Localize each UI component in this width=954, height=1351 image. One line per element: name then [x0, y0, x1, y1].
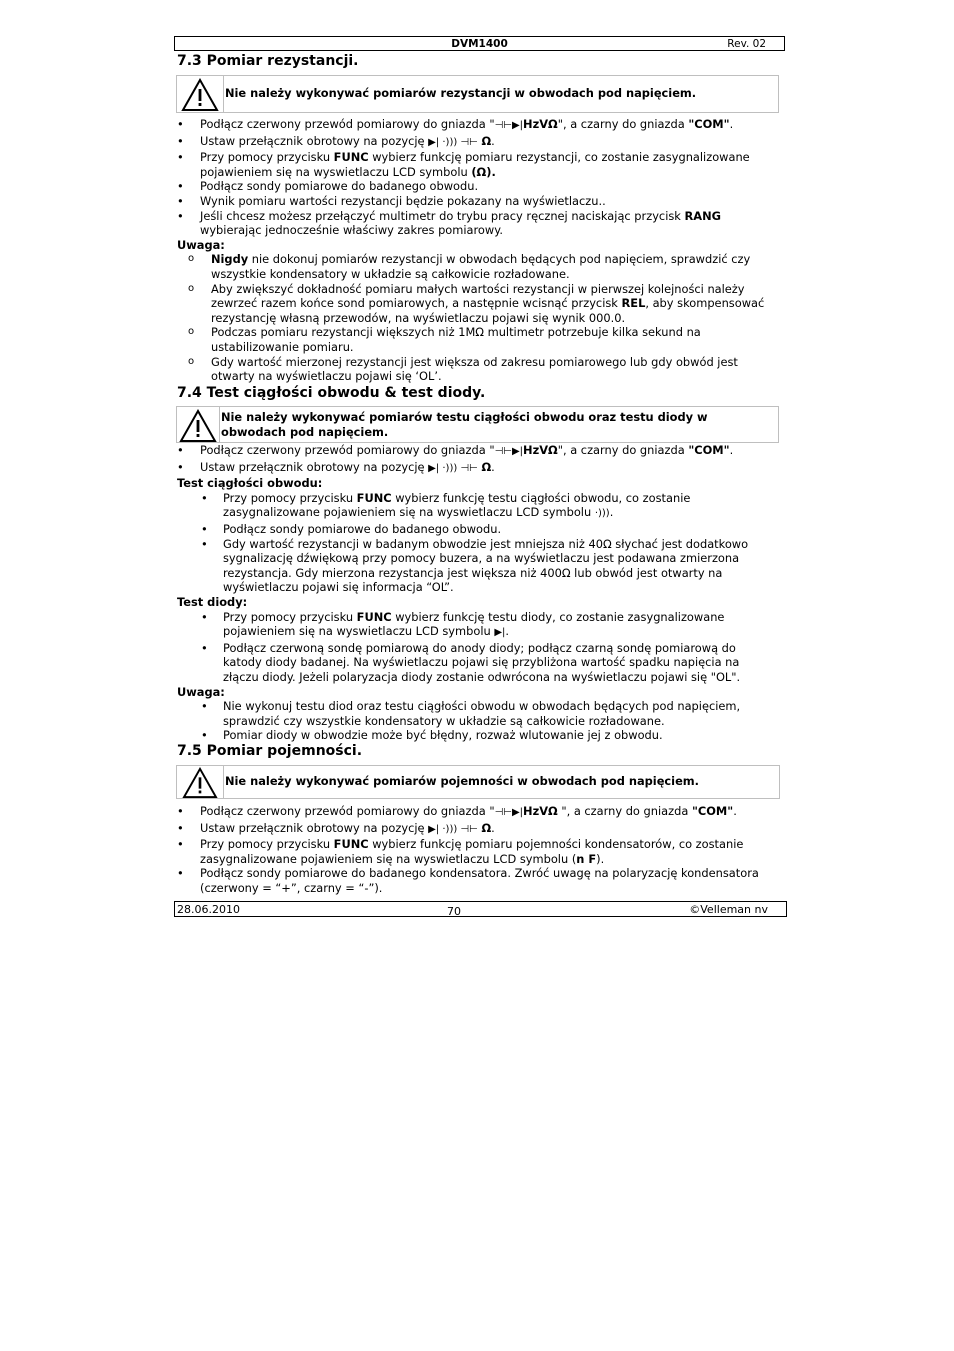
list-item: • Jeśli chcesz możesz przełączyć multimetr do trybu pracy ręcznej naciskając przycisk RANG wybierając jednocześnie właściwy zakres pomiarowy.: [177, 208, 721, 238]
rotary-position-icon: ▶| ·))) ⊣⊢: [428, 462, 478, 474]
list-item: • Wynik pomiaru wartości rezystancji będzie pokazany na wyświetlaczu..: [177, 193, 606, 208]
socket-symbol-icon: ⊣⊢▶|: [494, 446, 524, 457]
warning-text: Nie należy wykonywać pomiarów testu ciągłości obwodu oraz testu diody w obwodach pod napięciem.: [221, 410, 708, 439]
warning-icon: [181, 78, 219, 112]
list-item: • Podłącz czerwoną sondę pomiarową do anody diody; podłącz czarną sondę pomiarową do katody diody badanej. Na wyświetlaczu pojawi się przybliżona wartość spadku napięcia na złączu diody. Jeżeli polaryzacja diody zostanie odwrócona na wyświetlaczu pojawi się "OL".: [201, 640, 741, 684]
socket-symbol-icon: ⊣⊢▶|: [494, 120, 524, 131]
list-item: • Przy pomocy przycisku FUNC wybierz funkcję testu ciągłości obwodu, co zostanie zasygnalizowane pojawieniem się na wyswietlaczu LCD symbolu ·))).: [201, 490, 691, 520]
section-7-4-body: [177, 443, 777, 743]
warning-icon-cell: [177, 407, 220, 442]
beep-icon: ·))): [594, 508, 610, 520]
warning-icon: [181, 767, 219, 799]
note-item: o Nigdy nie dokonuj pomiarów rezystancji w obwodach będących pod napięciem, sprawdzić czy wszystkie kondensatory w układzie są całkowicie rozładowane.: [188, 252, 751, 281]
note-label: Uwaga:: [177, 237, 225, 252]
rotary-position-icon: ▶| ·))) ⊣⊢: [428, 136, 478, 148]
list-item: • Podłącz sondy pomiarowe do badanego obwodu.: [177, 179, 479, 194]
list-item: • Przy pomocy przycisku FUNC wybierz funkcję pomiaru rezystancji, co zostanie zasygnalizowane pojawieniem się na wyswietlaczu LCD symbolu (Ω).: [177, 150, 750, 179]
page-number: 70: [447, 905, 461, 918]
section-title-7-3: 7.3 Pomiar rezystancji.: [177, 53, 359, 69]
list-item: • Gdy wartość rezystancji w badanym obwodzie jest mniejsza niż 40Ω słychać jest dodatkowo sygnalizację dźwiękową przy pomocy buzera, a na wyświetlaczu jest podawana zmierzona rezystancja. Gdy mierzona rezystancja jest większa niż 400Ω lub obwód jest otwarty na wyświetlaczu pojawi się informacja “OL”.: [201, 536, 749, 595]
note-item: o Aby zwiększyć dokładność pomiaru małych wartości rezystancji w pierwszej kolejności należy zewrzeć razem końce sond pomiarowych, a następnie wcisnąć przycisk REL, aby skompensować rezystancję własną przewodów, na wyświetlaczu pojawi się wynik 000.0.: [188, 281, 765, 325]
diode-test-label: Test diody:: [177, 594, 248, 609]
warning-box: [176, 765, 780, 799]
page-header: [174, 36, 785, 51]
list-item: • Podłącz czerwony przewód pomiarowy do gniazda "⊣⊢▶|HzVΩ", a czarny do gniazda "COM".: [177, 443, 734, 457]
list-item: • Nie wykonuj testu diod oraz testu ciągłości obwodu w obwodach będących pod napięciem, sprawdzić czy wszystkie kondensatory w układzie są całkowicie rozładowane.: [201, 699, 741, 728]
warning-box: [176, 406, 779, 443]
section-7-3-body: [177, 117, 777, 384]
list-item: • Pomiar diody w obwodzie może być błędny, rozważ wlutowanie jej z obwodu.: [201, 728, 663, 743]
model-name: DVM1400: [451, 38, 508, 50]
list-item: • Ustaw przełącznik obrotowy na pozycję ▶| ·))) ⊣⊢ Ω.: [177, 820, 495, 835]
list-item: • Ustaw przełącznik obrotowy na pozycję ▶| ·))) ⊣⊢ Ω.: [177, 459, 495, 474]
list-item: • Ustaw przełącznik obrotowy na pozycję ▶| ·))) ⊣⊢ Ω.: [177, 133, 495, 148]
warning-text: Nie należy wykonywać pomiarów rezystancji w obwodach pod napięciem.: [225, 86, 697, 100]
list-item: • Podłącz czerwony przewód pomiarowy do gniazda "⊣⊢▶|HzVΩ", a czarny do gniazda "COM".: [177, 117, 734, 131]
warning-box: [176, 75, 779, 113]
list-item: • Przy pomocy przycisku FUNC wybierz funkcję testu diody, co zostanie zasygnalizowane pojawieniem się na wyswietlaczu LCD symbolu ▶|.: [201, 609, 725, 639]
diode-icon: ▶|: [494, 627, 506, 639]
section-title-7-4: 7.4 Test ciągłości obwodu & test diody.: [177, 385, 486, 401]
list-item: • Podłącz sondy pomiarowe do badanego kondensatora. Zwróć uwagę na polaryzację kondensatora (czerwony = “+”, czarny = “-”).: [177, 866, 759, 895]
note-item: o Gdy wartość mierzonej rezystancji jest większa od zakresu pomiarowego lub gdy obwód jest otwarty na wyświetlaczu pojawi się ‘OL’.: [188, 354, 738, 384]
continuity-test-label: Test ciągłości obwodu:: [177, 476, 323, 491]
note-label: Uwaga:: [177, 684, 225, 699]
note-item: o Podczas pomiaru rezystancji większych niż 1MΩ multimetr potrzebuje kilka sekund na ustabilizowanie pomiaru.: [188, 325, 701, 354]
list-item: • Przy pomocy przycisku FUNC wybierz funkcję pomiaru pojemności kondensatorów, co zostanie zasygnalizowane pojawieniem się na wyswietlaczu LCD symbolu (n F).: [177, 837, 744, 866]
socket-symbol-icon: ⊣⊢▶|: [494, 807, 524, 818]
page-footer: [174, 901, 787, 917]
warning-icon-cell: [177, 76, 224, 112]
footer-date: 28.06.2010: [177, 903, 240, 916]
revision: Rev. 02: [727, 38, 766, 50]
warning-icon-cell: [177, 766, 224, 798]
section-title-7-5: 7.5 Pomiar pojemności.: [177, 743, 363, 759]
list-item: • Podłącz sondy pomiarowe do badanego obwodu.: [201, 521, 502, 536]
warning-text: Nie należy wykonywać pomiarów pojemności w obwodach pod napięciem.: [225, 774, 700, 788]
section-7-5-body: [177, 804, 777, 896]
footer-copyright: ©Velleman nv: [689, 903, 768, 916]
list-item: • Podłącz czerwony przewód pomiarowy do gniazda "⊣⊢▶|HzVΩ ", a czarny do gniazda "COM".: [177, 804, 737, 818]
warning-icon: [179, 409, 217, 443]
rotary-position-icon: ▶| ·))) ⊣⊢: [428, 823, 478, 835]
